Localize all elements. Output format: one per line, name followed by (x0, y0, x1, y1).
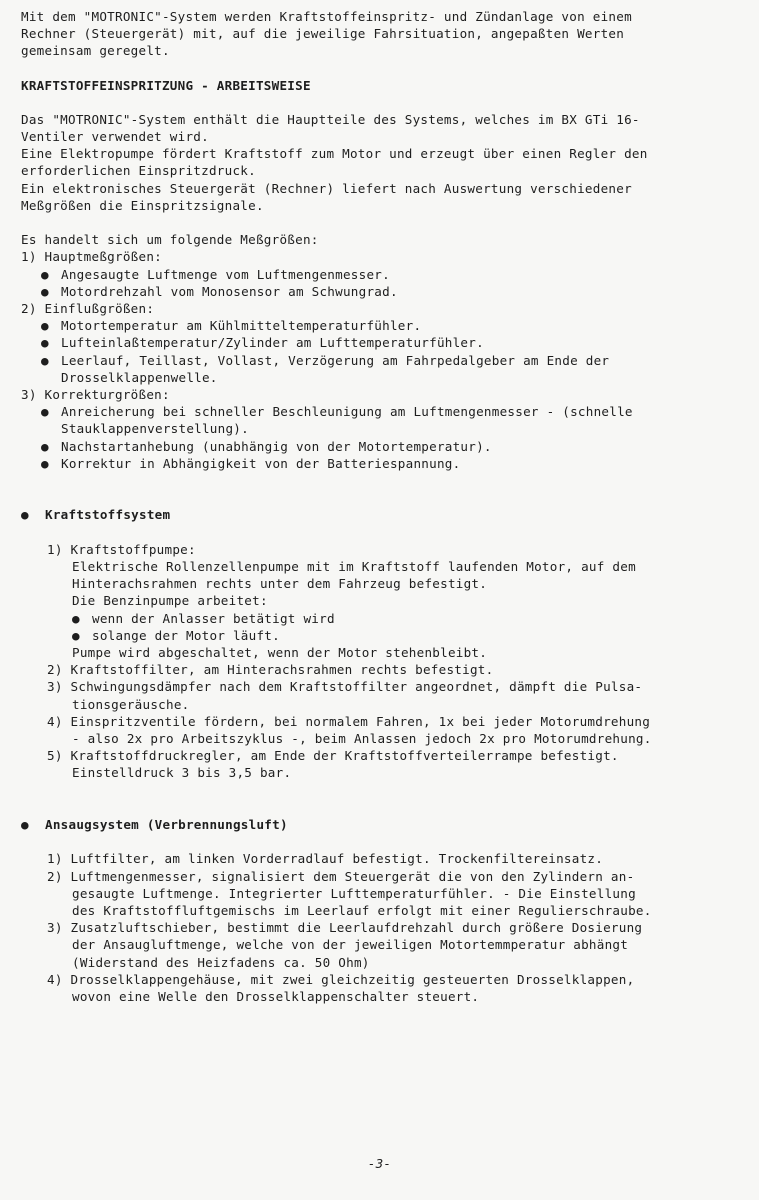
list-item-continuation: wovon eine Welle den Drosselklappenschalter steuert. (72, 989, 480, 1005)
sub-bullet: ● wenn der Anlasser betätigt wird (72, 610, 335, 626)
list-item: ● Motordrehzahl vom Monosensor am Schwungrad. (41, 283, 398, 299)
list-item: 2) Kraftstoffilter, am Hinterachsrahmen rechts befestigt. (47, 662, 494, 678)
group-title: 1) Hauptmeßgrößen: (21, 249, 162, 265)
list-item: 3) Schwingungsdämpfer nach dem Kraftstoffilter angeordnet, dämpft die Pulsa- (47, 679, 643, 695)
list-item-continuation: Drosselklappenwelle. (61, 369, 218, 385)
bullet-icon: ● (41, 438, 49, 454)
list-item-continuation: (Widerstand des Heizfadens ca. 50 Ohm) (72, 954, 370, 970)
list-item: 5) Kraftstoffdruckregler, am Ende der Kraftstoffverteilerrampe befestigt. (47, 748, 619, 764)
group-title: 3) Korrekturgrößen: (21, 387, 170, 403)
list-item: ● Leerlauf, Teillast, Vollast, Verzögerung am Fahrpedalgeber am Ende der (41, 352, 610, 368)
list-item-continuation: Elektrische Rollenzellenpumpe mit im Kraftstoff laufenden Motor, auf dem (72, 559, 636, 575)
list-item-continuation: gesaugte Luftmenge. Integrierter Lufttemperaturfühler. - Die Einstellung (72, 885, 636, 901)
list-item: 1) Luftfilter, am linken Vorderradlauf befestigt. Trockenfiltereinsatz. (47, 851, 604, 867)
list-item-continuation: Hinterachsrahmen rechts unter dem Fahrzeug befestigt. (72, 576, 488, 592)
bullet-icon: ● (72, 610, 80, 626)
text-line: Ein elektronisches Steuergerät (Rechner) liefert nach Auswertung verschiedener (21, 180, 632, 196)
intro-paragraph (21, 8, 751, 60)
text-line: gemeinsam geregelt. (21, 43, 170, 59)
section-heading: KRAFTSTOFFEINSPRITZUNG - ARBEITSWEISE (21, 77, 311, 93)
text-line: Das "MOTRONIC"-System enthält die Hauptteile des Systems, welches im BX GTi 16- (21, 111, 640, 127)
list-item-continuation: Die Benzinpumpe arbeitet: (72, 593, 268, 609)
list-item: 4) Einspritzventile fördern, bei normalem Fahren, 1x bei jeder Motorumdrehung (47, 713, 651, 729)
list-item-continuation: Einstelldruck 3 bis 3,5 bar. (72, 765, 292, 781)
document-page (21, 8, 751, 1005)
list-item-continuation: tionsgeräusche. (72, 696, 190, 712)
list-item: 4) Drosselklappengehäuse, mit zwei gleichzeitig gesteuerten Drosselklappen, (47, 971, 635, 987)
section-title: ● Ansaugsystem (Verbrennungsluft) (21, 817, 288, 833)
bullet-icon: ● (41, 283, 49, 299)
text-line: Meßgrößen die Einspritzsignale. (21, 197, 264, 213)
list-item-continuation: des Kraftstoffluftgemischs im Leerlauf erfolgt mit einer Regulierschraube. (72, 903, 652, 919)
bullet-icon: ● (72, 627, 80, 643)
list-item: ● Motortemperatur am Kühlmitteltemperaturfühler. (41, 318, 422, 334)
measurement-group (21, 386, 751, 472)
group-title: 2) Einflußgrößen: (21, 301, 155, 317)
list-item: ● Lufteinlaßtemperatur/Zylinder am Lufttemperaturfühler. (41, 335, 484, 351)
section-title: ● Kraftstoffsystem (21, 507, 171, 523)
page-number: -3- (367, 1156, 392, 1171)
sub-bullet: ● solange der Motor läuft. (72, 627, 280, 643)
bullet-icon: ● (41, 335, 49, 351)
text-line: Rechner (Steuergerät) mit, auf die jeweilige Fahrsituation, angepaßten Werten (21, 26, 625, 42)
bullet-icon: ● (41, 318, 49, 334)
text-line: Ventiler verwendet wird. (21, 129, 209, 145)
measurement-group (21, 248, 751, 300)
list-item: 3) Zusatzluftschieber, bestimmt die Leerlaufdrehzahl durch größere Dosierung (47, 920, 643, 936)
list-item: ● Anreicherung bei schneller Beschleunigung am Luftmengenmesser - (schnelle (41, 404, 633, 420)
bullet-icon: ● (41, 266, 49, 282)
numbered-list (21, 850, 751, 1005)
list-item: 2) Luftmengenmesser, signalisiert dem Steuergerät die von den Zylindern an- (47, 868, 635, 884)
text-line: Mit dem "MOTRONIC"-System werden Kraftstoffeinspritz- und Zündanlage von einem (21, 9, 632, 24)
bullet-icon: ● (21, 507, 29, 523)
list-item: 1) Kraftstoffpumpe: (47, 541, 196, 557)
text-line: Eine Elektropumpe fördert Kraftstoff zum Motor und erzeugt über einen Regler den (21, 146, 648, 162)
text-line: erforderlichen Einspritzdruck. (21, 163, 256, 179)
description-paragraph (21, 111, 751, 214)
bullet-icon: ● (21, 817, 29, 833)
list-item: ● Nachstartanhebung (unabhängig von der Motortemperatur). (41, 438, 492, 454)
measurement-group (21, 300, 751, 386)
bullet-icon: ● (41, 455, 49, 471)
bullet-icon: ● (41, 404, 49, 420)
list-item-continuation: - also 2x pro Arbeitszyklus -, beim Anlassen jedoch 2x pro Motorumdrehung. (72, 731, 652, 747)
list-intro: Es handelt sich um folgende Meßgrößen: (21, 232, 319, 248)
list-item: ● Korrektur in Abhängigkeit von der Batteriespannung. (41, 455, 461, 471)
list-item-continuation: Pumpe wird abgeschaltet, wenn der Motor stehenbleibt. (72, 645, 488, 661)
bullet-icon: ● (41, 352, 49, 368)
list-item: ● Angesaugte Luftmenge vom Luftmengenmesser. (41, 266, 390, 282)
list-item-continuation: Stauklappenverstellung). (61, 421, 249, 437)
list-item-continuation: der Ansaugluftmenge, welche von der jeweiligen Motortemmperatur abhängt (72, 937, 629, 953)
numbered-list (21, 541, 751, 782)
